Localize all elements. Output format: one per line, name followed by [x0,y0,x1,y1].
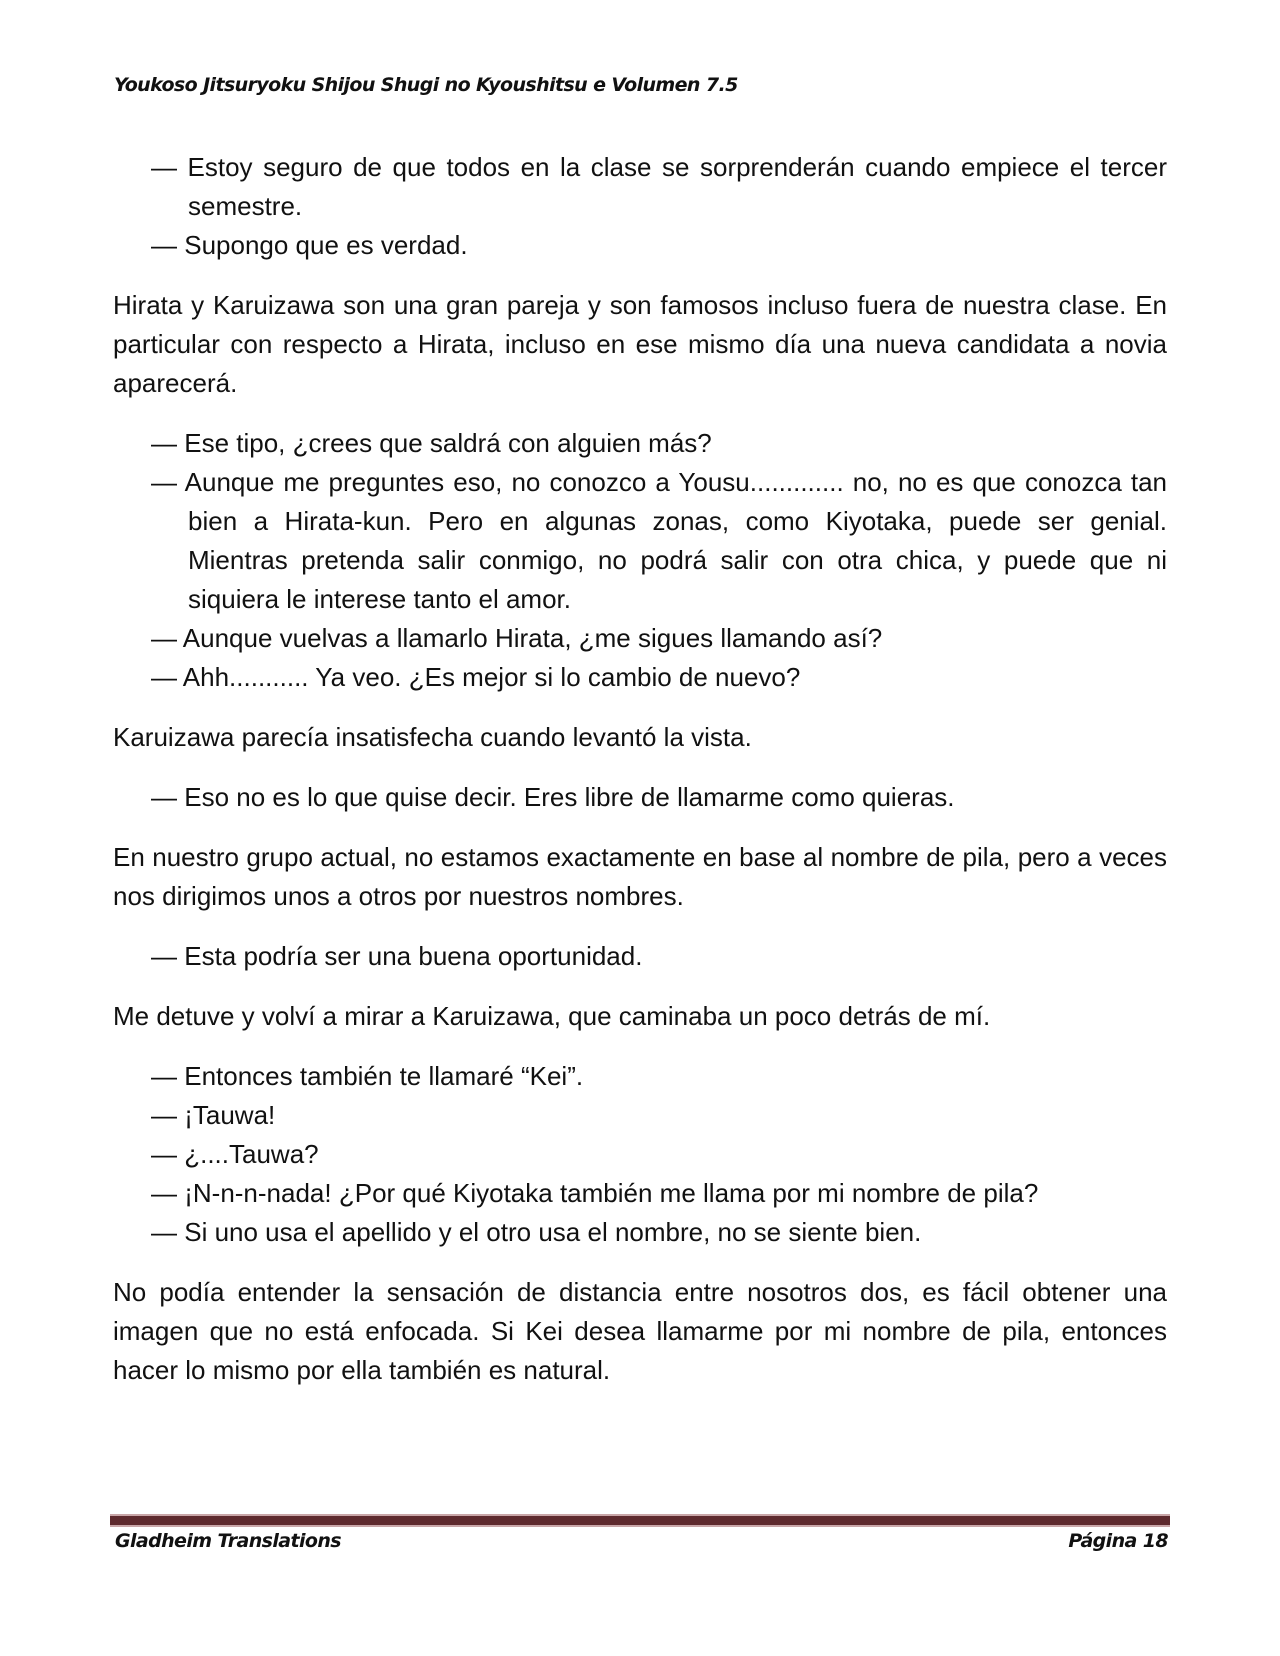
dialogue-line: — ¡Tauwa! [151,1100,276,1130]
footer-page-number: Página 18 [1068,1530,1168,1552]
dialogue-group [113,778,1167,817]
page-body [113,148,1167,1411]
dialogue-line: — Aunque me preguntes eso, no conozco a Yousu............. no, no es que conozca tan bien a Hirata-kun. Pero en algunas zonas, como Kiyotaka, puede ser genial. Mientras pretenda salir conmigo, no podrá salir con otra chica, y puede que ni siquiera le interese tanto el amor. [151,467,1167,614]
narration-paragraph: Me detuve y volví a mirar a Karuizawa, que caminaba un poco detrás de mí. [113,1001,991,1031]
dialogue-line: — Esta podría ser una buena oportunidad. [151,941,643,971]
dialogue-group [113,937,1167,976]
dialogue-line: — Ahh........... Ya veo. ¿Es mejor si lo cambio de nuevo? [151,662,801,692]
dialogue-line: — ¡N-n-n-nada! ¿Por qué Kiyotaka también me llama por mi nombre de pila? [151,1178,1039,1208]
dialogue-line: — Si uno usa el apellido y el otro usa el nombre, no se siente bien. [151,1217,922,1247]
footer-rule [110,1514,1170,1527]
dialogue-line: — Aunque vuelvas a llamarlo Hirata, ¿me sigues llamando así? [151,623,883,653]
narration-paragraph: No podía entender la sensación de distancia entre nosotros dos, es fácil obtener una imagen que no está enfocada. Si Kei desea llamarme por mi nombre de pila, entonces hacer lo mismo por ella también es natural. [113,1277,1167,1385]
dialogue-line: — Estoy seguro de que todos en la clase se sorprenderán cuando empiece el tercer semestre. [151,152,1167,221]
dialogue-line: — Entonces también te llamaré “Kei”. [151,1061,584,1091]
dialogue-line: — Supongo que es verdad. [151,230,468,260]
dialogue-line: — Ese tipo, ¿crees que saldrá con alguien más? [151,428,712,458]
footer-publisher: Gladheim Translations [115,1530,341,1552]
dialogue-group [113,424,1167,697]
narration-paragraph: En nuestro grupo actual, no estamos exactamente en base al nombre de pila, pero a veces nos dirigimos unos a otros por nuestros nombres. [113,842,1167,911]
running-header: Youkoso Jitsuryoku Shijou Shugi no Kyoushitsu e Volumen 7.5 [114,74,738,96]
narration-paragraph: Hirata y Karuizawa son una gran pareja y son famosos incluso fuera de nuestra clase. En particular con respecto a Hirata, incluso en ese mismo día una nueva candidata a novia aparecerá. [113,290,1167,398]
dialogue-line: — Eso no es lo que quise decir. Eres libre de llamarme como quieras. [151,782,955,812]
dialogue-line: — ¿....Tauwa? [151,1139,319,1169]
narration-paragraph: Karuizawa parecía insatisfecha cuando levantó la vista. [113,722,752,752]
dialogue-group [113,1057,1167,1252]
dialogue-group [113,148,1167,265]
